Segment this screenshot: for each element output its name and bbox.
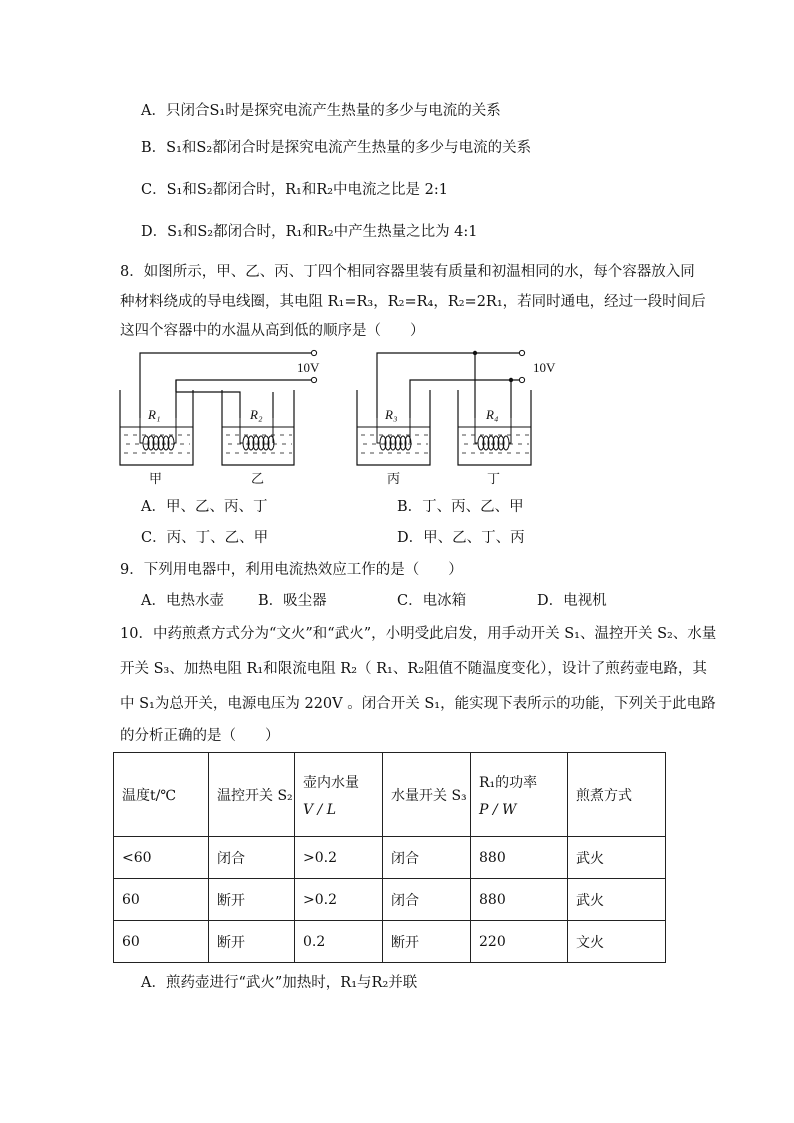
q7-option-b: B．S₁和S₂都闭合时是探究电流产生热量的多少与电流的关系 xyxy=(141,140,532,156)
resistor-label-r2: R₂ xyxy=(250,407,263,422)
q8-option-c: C．丙、丁、乙、甲 xyxy=(141,530,269,546)
header-water-volume-unit: V / L xyxy=(303,801,337,818)
table-header-row xyxy=(114,753,666,837)
container-label-bing: 丙 xyxy=(387,471,401,486)
table-cell: >0.2 xyxy=(295,837,383,879)
table-row xyxy=(114,879,666,921)
table-cell: 880 xyxy=(471,837,568,879)
table-cell: >0.2 xyxy=(295,879,383,921)
q10-function-table xyxy=(113,752,666,963)
table-cell: 文火 xyxy=(568,921,666,963)
q8-stem-line3: 这四个容器中的水温从高到低的顺序是（ ） xyxy=(120,323,425,339)
resistor-label-r1: R₁ xyxy=(148,407,161,422)
q7-option-c: C．S₁和S₂都闭合时，R₁和R₂中电流之比是 2:1 xyxy=(141,182,448,198)
table-cell: 220 xyxy=(471,921,568,963)
q8-stem-line2: 种材料绕成的导电线圈，其电阻 R₁=R₃，R₂=R₄，R₂=2R₁，若同时通电，经过一段时间后 xyxy=(120,294,706,310)
header-water-volume-label: 壶内水量 xyxy=(303,774,359,791)
q9-stem: 9．下列用电器中，利用电流热效应工作的是（ ） xyxy=(120,562,463,578)
q10-stem-line3: 中 S₁为总开关，电源电压为 220V 。闭合开关 S₁，能实现下表所示的功能，下列关于此电路 xyxy=(120,696,716,712)
q9-option-a: A．电热水壶 xyxy=(141,593,224,609)
table-cell: 闭合 xyxy=(383,879,471,921)
container-label-yi: 乙 xyxy=(251,471,265,486)
q9-option-d: D．电视机 xyxy=(537,593,607,609)
header-water-volume xyxy=(295,753,383,837)
header-power-unit: P / W xyxy=(479,801,517,818)
header-temperature: 温度t/℃ xyxy=(114,753,209,837)
table-cell: 断开 xyxy=(209,921,295,963)
table-cell: 闭合 xyxy=(383,837,471,879)
table-cell: 断开 xyxy=(383,921,471,963)
q10-stem-line4: 的分析正确的是（ ） xyxy=(120,728,280,744)
header-cooking-mode: 煎煮方式 xyxy=(568,753,666,837)
table-cell: 断开 xyxy=(209,879,295,921)
q8-circuit-figure xyxy=(110,345,570,490)
q8-option-a: A．甲、乙、丙、丁 xyxy=(141,499,268,515)
q10-stem-line1: 10．中药煎煮方式分为“文火”和“武火”，小明受此启发，用手动开关 S₁、温控开关 S₂、水量 xyxy=(120,626,717,642)
q10-option-a: A．煎药壶进行“武火”加热时，R₁与R₂并联 xyxy=(141,975,418,991)
header-temp-switch: 温控开关 S₂ xyxy=(209,753,295,837)
q7-option-d: D．S₁和S₂都闭合时，R₁和R₂中产生热量之比为 4:1 xyxy=(141,224,478,240)
resistor-label-r4: R₄ xyxy=(486,407,499,422)
resistor-label-r3: R₃ xyxy=(385,407,398,422)
table-cell: 60 xyxy=(114,921,209,963)
table-cell: 60 xyxy=(114,879,209,921)
q8-option-d: D．甲、乙、丁、丙 xyxy=(397,530,525,546)
q9-option-b: B．吸尘器 xyxy=(258,593,327,609)
table-cell: 880 xyxy=(471,879,568,921)
table-cell: 武火 xyxy=(568,837,666,879)
q8-stem-line1: 8．如图所示，甲、乙、丙、丁四个相同容器里装有质量和初温相同的水，每个容器放入同 xyxy=(120,264,695,280)
container-label-ding: 丁 xyxy=(487,471,501,486)
q7-option-a: A．只闭合S₁时是探究电流产生热量的多少与电流的关系 xyxy=(141,103,501,119)
q10-stem-line2: 开关 S₃、加热电阻 R₁和限流电阻 R₂（ R₁、R₂阻值不随温度变化），设计了煎药壶电路，其 xyxy=(120,661,707,677)
voltage-label-right: 10V xyxy=(533,360,556,375)
container-label-jia: 甲 xyxy=(149,471,163,486)
q8-option-b: B．丁、丙、乙、甲 xyxy=(397,499,524,515)
table-cell: 0.2 xyxy=(295,921,383,963)
header-power xyxy=(471,753,568,837)
table-row xyxy=(114,837,666,879)
table-cell: 闭合 xyxy=(209,837,295,879)
table-cell: <60 xyxy=(114,837,209,879)
q9-option-c: C．电冰箱 xyxy=(397,593,467,609)
table-row xyxy=(114,921,666,963)
header-power-label: R₁的功率 xyxy=(479,774,538,791)
header-water-switch: 水量开关 S₃ xyxy=(383,753,471,837)
voltage-label-left: 10V xyxy=(297,360,320,375)
table-cell: 武火 xyxy=(568,879,666,921)
